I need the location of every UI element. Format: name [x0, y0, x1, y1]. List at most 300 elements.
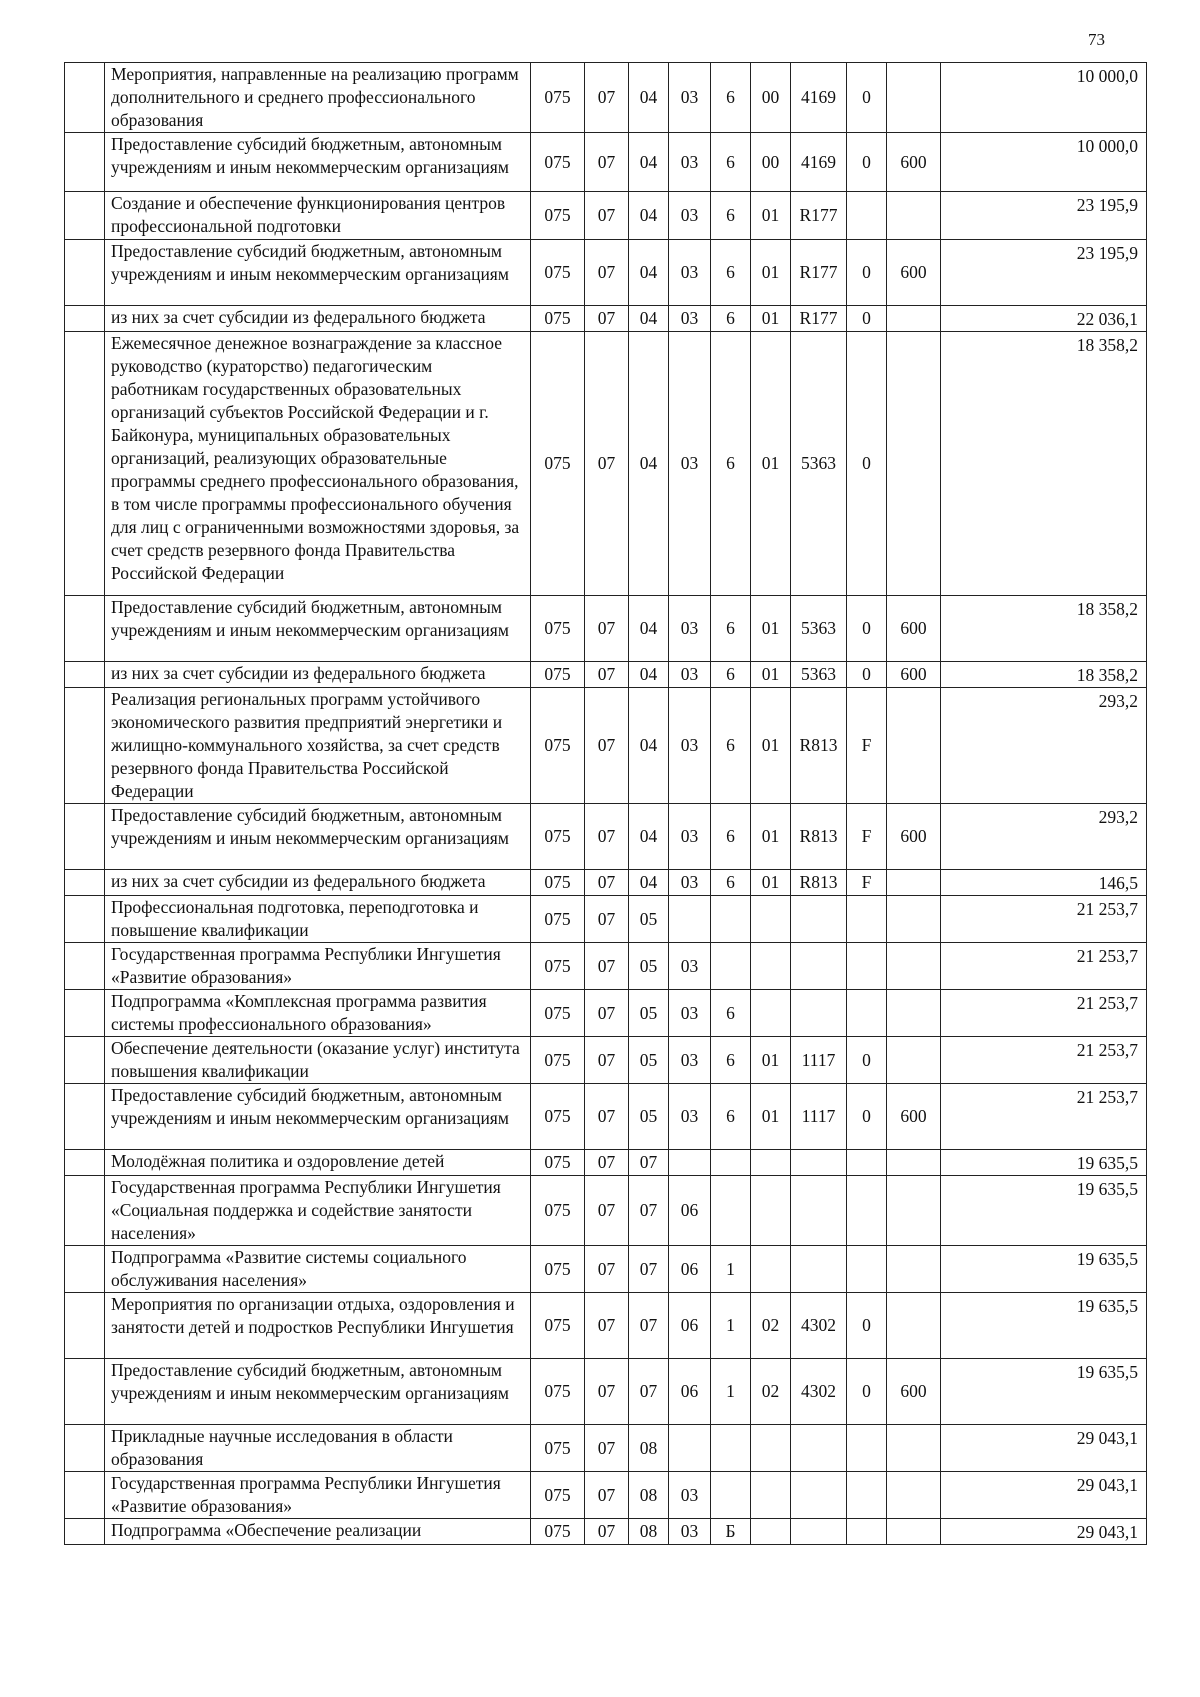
- suffix-code: F: [847, 870, 887, 896]
- subsection-code: 04: [629, 306, 669, 332]
- row-name: Государственная программа Республики Ингушетия «Социальная поддержка и содействие занятости населения»: [105, 1176, 531, 1246]
- admin-code: 075: [531, 1359, 585, 1425]
- suffix-code: F: [847, 688, 887, 804]
- event-code: 01: [751, 332, 791, 596]
- direction-code: R813: [791, 870, 847, 896]
- program-code: [669, 896, 711, 943]
- subsection-code: 05: [629, 1084, 669, 1150]
- row-amount: 23 195,9: [941, 192, 1147, 240]
- admin-code: 075: [531, 896, 585, 943]
- table-row: [65, 133, 1147, 192]
- direction-code: [791, 1519, 847, 1545]
- subsection-code: 04: [629, 192, 669, 240]
- event-code: 01: [751, 240, 791, 306]
- program-code: 03: [669, 192, 711, 240]
- event-code: 01: [751, 1084, 791, 1150]
- suffix-code: [847, 990, 887, 1037]
- suffix-code: 0: [847, 1037, 887, 1084]
- suffix-code: [847, 1176, 887, 1246]
- row-amount: 18 358,2: [941, 596, 1147, 662]
- section-code: 07: [585, 596, 629, 662]
- suffix-code: 0: [847, 662, 887, 688]
- section-code: 07: [585, 1359, 629, 1425]
- budget-table-body: [65, 63, 1147, 1545]
- expense-type-code: [887, 990, 941, 1037]
- row-name: Государственная программа Республики Ингушетия «Развитие образования»: [105, 943, 531, 990]
- table-row: [65, 1425, 1147, 1472]
- event-code: 01: [751, 870, 791, 896]
- expense-type-code: [887, 332, 941, 596]
- event-code: 01: [751, 306, 791, 332]
- subsection-code: 07: [629, 1246, 669, 1293]
- section-code: 07: [585, 1519, 629, 1545]
- suffix-code: [847, 1519, 887, 1545]
- table-row: [65, 1519, 1147, 1545]
- row-name: Мероприятия, направленные на реализацию программ дополнительного и среднего профессионального образования: [105, 63, 531, 133]
- admin-code: 075: [531, 1246, 585, 1293]
- expense-type-code: [887, 306, 941, 332]
- subsection-code: 04: [629, 63, 669, 133]
- program-code: 03: [669, 1472, 711, 1519]
- event-code: 01: [751, 596, 791, 662]
- row-amount: 23 195,9: [941, 240, 1147, 306]
- direction-code: R177: [791, 306, 847, 332]
- table-row: [65, 1150, 1147, 1176]
- expense-type-code: [887, 1246, 941, 1293]
- admin-code: 075: [531, 192, 585, 240]
- program-code: 03: [669, 1519, 711, 1545]
- suffix-code: 0: [847, 596, 887, 662]
- row-number-cell: [65, 133, 105, 192]
- row-amount: 22 036,1: [941, 306, 1147, 332]
- table-row: [65, 596, 1147, 662]
- row-name: из них за счет субсидии из федерального бюджета: [105, 662, 531, 688]
- suffix-code: 0: [847, 306, 887, 332]
- subprogram-code: 6: [711, 688, 751, 804]
- subsection-code: 04: [629, 133, 669, 192]
- row-number-cell: [65, 1359, 105, 1425]
- page-number: 73: [1088, 30, 1105, 49]
- subprogram-code: 6: [711, 804, 751, 870]
- subsection-code: 04: [629, 662, 669, 688]
- row-number-cell: [65, 804, 105, 870]
- event-code: 01: [751, 1037, 791, 1084]
- direction-code: 1117: [791, 1037, 847, 1084]
- direction-code: 5363: [791, 332, 847, 596]
- row-amount: 19 635,5: [941, 1246, 1147, 1293]
- table-row: [65, 332, 1147, 596]
- admin-code: 075: [531, 1472, 585, 1519]
- admin-code: 075: [531, 63, 585, 133]
- expense-type-code: 600: [887, 133, 941, 192]
- subprogram-code: 6: [711, 332, 751, 596]
- section-code: 07: [585, 1084, 629, 1150]
- subprogram-code: 6: [711, 990, 751, 1037]
- admin-code: 075: [531, 332, 585, 596]
- table-row: [65, 63, 1147, 133]
- admin-code: 075: [531, 1084, 585, 1150]
- program-code: 03: [669, 240, 711, 306]
- table-row: [65, 896, 1147, 943]
- subprogram-code: 6: [711, 1084, 751, 1150]
- subsection-code: 07: [629, 1293, 669, 1359]
- subprogram-code: 6: [711, 63, 751, 133]
- direction-code: [791, 1150, 847, 1176]
- subsection-code: 08: [629, 1472, 669, 1519]
- table-row: [65, 240, 1147, 306]
- row-amount: 21 253,7: [941, 1084, 1147, 1150]
- row-amount: 18 358,2: [941, 332, 1147, 596]
- row-name: Мероприятия по организации отдыха, оздоровления и занятости детей и подростков Республики Ингушетия: [105, 1293, 531, 1359]
- row-number-cell: [65, 306, 105, 332]
- row-name: Реализация региональных программ устойчивого экономического развития предприятий энергетики и жилищно-коммунального хозяйства, за счет средств резервного фонда Правительства Российской Федерации: [105, 688, 531, 804]
- program-code: 03: [669, 1084, 711, 1150]
- section-code: 07: [585, 662, 629, 688]
- row-name: Ежемесячное денежное вознаграждение за классное руководство (кураторство) педагогическим работникам государственных образовательных организаций субъектов Российской Федерации и г. Байконура, муниципальных образовательных организаций, реализующих образовательные программы среднего профессионального образования, в том числе программы профессионального обучения для лиц с ограниченными возможностями здоровья, за счет средств резервного фонда Правительства Российской Федерации: [105, 332, 531, 596]
- budget-table: [64, 62, 1147, 1545]
- subprogram-code: 1: [711, 1293, 751, 1359]
- subprogram-code: 6: [711, 192, 751, 240]
- suffix-code: 0: [847, 1084, 887, 1150]
- row-number-cell: [65, 896, 105, 943]
- subprogram-code: [711, 896, 751, 943]
- subprogram-code: [711, 1425, 751, 1472]
- section-code: 07: [585, 332, 629, 596]
- section-code: 07: [585, 1037, 629, 1084]
- section-code: 07: [585, 1472, 629, 1519]
- section-code: 07: [585, 1150, 629, 1176]
- direction-code: R177: [791, 192, 847, 240]
- subsection-code: 05: [629, 990, 669, 1037]
- subsection-code: 08: [629, 1519, 669, 1545]
- section-code: 07: [585, 1293, 629, 1359]
- direction-code: R813: [791, 688, 847, 804]
- row-number-cell: [65, 1246, 105, 1293]
- subprogram-code: 6: [711, 662, 751, 688]
- suffix-code: 0: [847, 332, 887, 596]
- admin-code: 075: [531, 240, 585, 306]
- row-amount: 10 000,0: [941, 63, 1147, 133]
- table-row: [65, 804, 1147, 870]
- section-code: 07: [585, 870, 629, 896]
- row-number-cell: [65, 1519, 105, 1545]
- row-name: из них за счет субсидии из федерального бюджета: [105, 306, 531, 332]
- table-row: [65, 1359, 1147, 1425]
- row-number-cell: [65, 1293, 105, 1359]
- table-row: [65, 192, 1147, 240]
- program-code: [669, 1150, 711, 1176]
- row-number-cell: [65, 870, 105, 896]
- subsection-code: 08: [629, 1425, 669, 1472]
- subprogram-code: 6: [711, 870, 751, 896]
- section-code: 07: [585, 896, 629, 943]
- admin-code: 075: [531, 1176, 585, 1246]
- row-number-cell: [65, 1472, 105, 1519]
- suffix-code: [847, 1425, 887, 1472]
- admin-code: 075: [531, 1037, 585, 1084]
- table-row: [65, 306, 1147, 332]
- subsection-code: 05: [629, 943, 669, 990]
- subsection-code: 04: [629, 870, 669, 896]
- event-code: [751, 1150, 791, 1176]
- row-amount: 293,2: [941, 804, 1147, 870]
- row-name: Подпрограмма «Обеспечение реализации: [105, 1519, 531, 1545]
- row-amount: 29 043,1: [941, 1472, 1147, 1519]
- program-code: 03: [669, 1037, 711, 1084]
- expense-type-code: [887, 870, 941, 896]
- table-row: [65, 943, 1147, 990]
- row-amount: 21 253,7: [941, 896, 1147, 943]
- event-code: 00: [751, 63, 791, 133]
- event-code: 01: [751, 688, 791, 804]
- row-number-cell: [65, 332, 105, 596]
- suffix-code: [847, 192, 887, 240]
- row-amount: 293,2: [941, 688, 1147, 804]
- expense-type-code: 600: [887, 1084, 941, 1150]
- row-name: Создание и обеспечение функционирования центров профессиональной подготовки: [105, 192, 531, 240]
- row-name: из них за счет субсидии из федерального бюджета: [105, 870, 531, 896]
- direction-code: 4169: [791, 63, 847, 133]
- row-amount: 21 253,7: [941, 943, 1147, 990]
- suffix-code: 0: [847, 1359, 887, 1425]
- subprogram-code: [711, 1150, 751, 1176]
- direction-code: [791, 1176, 847, 1246]
- program-code: 03: [669, 804, 711, 870]
- suffix-code: [847, 1472, 887, 1519]
- row-name: Подпрограмма «Комплексная программа развития системы профессионального образования»: [105, 990, 531, 1037]
- event-code: 02: [751, 1293, 791, 1359]
- program-code: 03: [669, 63, 711, 133]
- subsection-code: 04: [629, 688, 669, 804]
- table-row: [65, 1246, 1147, 1293]
- row-amount: 19 635,5: [941, 1176, 1147, 1246]
- expense-type-code: 600: [887, 662, 941, 688]
- expense-type-code: [887, 1293, 941, 1359]
- row-name: Предоставление субсидий бюджетным, автономным учреждениям и иным некоммерческим организациям: [105, 804, 531, 870]
- admin-code: 075: [531, 1519, 585, 1545]
- row-amount: 29 043,1: [941, 1425, 1147, 1472]
- expense-type-code: [887, 1519, 941, 1545]
- subprogram-code: 1: [711, 1246, 751, 1293]
- expense-type-code: [887, 1425, 941, 1472]
- row-number-cell: [65, 1037, 105, 1084]
- suffix-code: [847, 943, 887, 990]
- direction-code: [791, 990, 847, 1037]
- row-name: Государственная программа Республики Ингушетия «Развитие образования»: [105, 1472, 531, 1519]
- expense-type-code: 600: [887, 1359, 941, 1425]
- admin-code: 075: [531, 596, 585, 662]
- table-row: [65, 1472, 1147, 1519]
- table-row: [65, 990, 1147, 1037]
- row-name: Молодёжная политика и оздоровление детей: [105, 1150, 531, 1176]
- admin-code: 075: [531, 870, 585, 896]
- expense-type-code: [887, 192, 941, 240]
- direction-code: 1117: [791, 1084, 847, 1150]
- subsection-code: 07: [629, 1150, 669, 1176]
- subsection-code: 07: [629, 1359, 669, 1425]
- direction-code: R177: [791, 240, 847, 306]
- subsection-code: 04: [629, 596, 669, 662]
- suffix-code: 0: [847, 63, 887, 133]
- row-number-cell: [65, 1425, 105, 1472]
- suffix-code: 0: [847, 1293, 887, 1359]
- admin-code: 075: [531, 990, 585, 1037]
- subsection-code: 07: [629, 1176, 669, 1246]
- row-name: Обеспечение деятельности (оказание услуг) института повышения квалификации: [105, 1037, 531, 1084]
- event-code: [751, 990, 791, 1037]
- expense-type-code: [887, 896, 941, 943]
- section-code: 07: [585, 804, 629, 870]
- section-code: 07: [585, 192, 629, 240]
- row-number-cell: [65, 943, 105, 990]
- section-code: 07: [585, 1176, 629, 1246]
- event-code: [751, 1425, 791, 1472]
- program-code: 06: [669, 1246, 711, 1293]
- direction-code: [791, 1472, 847, 1519]
- event-code: [751, 1519, 791, 1545]
- expense-type-code: [887, 63, 941, 133]
- suffix-code: 0: [847, 240, 887, 306]
- row-number-cell: [65, 63, 105, 133]
- program-code: 03: [669, 596, 711, 662]
- admin-code: 075: [531, 1150, 585, 1176]
- row-number-cell: [65, 662, 105, 688]
- expense-type-code: [887, 1472, 941, 1519]
- section-code: 07: [585, 688, 629, 804]
- event-code: [751, 1246, 791, 1293]
- row-amount: 10 000,0: [941, 133, 1147, 192]
- table-row: [65, 662, 1147, 688]
- row-number-cell: [65, 1150, 105, 1176]
- subprogram-code: 6: [711, 306, 751, 332]
- row-amount: 19 635,5: [941, 1150, 1147, 1176]
- suffix-code: F: [847, 804, 887, 870]
- subsection-code: 04: [629, 240, 669, 306]
- direction-code: [791, 896, 847, 943]
- table-row: [65, 1293, 1147, 1359]
- expense-type-code: 600: [887, 596, 941, 662]
- program-code: 03: [669, 133, 711, 192]
- section-code: 07: [585, 306, 629, 332]
- row-name: Подпрограмма «Развитие системы социального обслуживания населения»: [105, 1246, 531, 1293]
- expense-type-code: 600: [887, 240, 941, 306]
- event-code: [751, 1472, 791, 1519]
- suffix-code: [847, 896, 887, 943]
- section-code: 07: [585, 1246, 629, 1293]
- row-number-cell: [65, 990, 105, 1037]
- row-name: Предоставление субсидий бюджетным, автономным учреждениям и иным некоммерческим организациям: [105, 596, 531, 662]
- section-code: 07: [585, 990, 629, 1037]
- admin-code: 075: [531, 662, 585, 688]
- program-code: 03: [669, 332, 711, 596]
- section-code: 07: [585, 63, 629, 133]
- table-row: [65, 870, 1147, 896]
- event-code: 01: [751, 662, 791, 688]
- subprogram-code: 1: [711, 1359, 751, 1425]
- direction-code: 4302: [791, 1293, 847, 1359]
- section-code: 07: [585, 1425, 629, 1472]
- suffix-code: [847, 1246, 887, 1293]
- row-amount: 21 253,7: [941, 1037, 1147, 1084]
- row-number-cell: [65, 688, 105, 804]
- subprogram-code: 6: [711, 240, 751, 306]
- row-amount: 18 358,2: [941, 662, 1147, 688]
- event-code: [751, 1176, 791, 1246]
- program-code: 03: [669, 688, 711, 804]
- subsection-code: 05: [629, 896, 669, 943]
- admin-code: 075: [531, 688, 585, 804]
- row-amount: 19 635,5: [941, 1293, 1147, 1359]
- program-code: 03: [669, 662, 711, 688]
- program-code: 06: [669, 1359, 711, 1425]
- program-code: 03: [669, 306, 711, 332]
- section-code: 07: [585, 133, 629, 192]
- expense-type-code: [887, 1150, 941, 1176]
- program-code: 06: [669, 1293, 711, 1359]
- event-code: [751, 896, 791, 943]
- direction-code: [791, 1246, 847, 1293]
- subprogram-code: 6: [711, 1037, 751, 1084]
- program-code: [669, 1425, 711, 1472]
- program-code: 06: [669, 1176, 711, 1246]
- row-number-cell: [65, 596, 105, 662]
- subprogram-code: 6: [711, 133, 751, 192]
- row-amount: 146,5: [941, 870, 1147, 896]
- row-name: Предоставление субсидий бюджетным, автономным учреждениям и иным некоммерческим организациям: [105, 1359, 531, 1425]
- row-number-cell: [65, 1084, 105, 1150]
- event-code: 00: [751, 133, 791, 192]
- subprogram-code: [711, 1176, 751, 1246]
- table-row: [65, 688, 1147, 804]
- table-row: [65, 1084, 1147, 1150]
- subsection-code: 04: [629, 332, 669, 596]
- expense-type-code: [887, 943, 941, 990]
- row-number-cell: [65, 192, 105, 240]
- direction-code: R813: [791, 804, 847, 870]
- direction-code: [791, 1425, 847, 1472]
- suffix-code: 0: [847, 133, 887, 192]
- direction-code: 4169: [791, 133, 847, 192]
- row-amount: 29 043,1: [941, 1519, 1147, 1545]
- admin-code: 075: [531, 306, 585, 332]
- row-name: Профессиональная подготовка, переподготовка и повышение квалификации: [105, 896, 531, 943]
- direction-code: 4302: [791, 1359, 847, 1425]
- row-amount: 21 253,7: [941, 990, 1147, 1037]
- subprogram-code: [711, 943, 751, 990]
- subprogram-code: Б: [711, 1519, 751, 1545]
- suffix-code: [847, 1150, 887, 1176]
- expense-type-code: 600: [887, 804, 941, 870]
- subprogram-code: 6: [711, 596, 751, 662]
- direction-code: [791, 943, 847, 990]
- admin-code: 075: [531, 804, 585, 870]
- table-row: [65, 1037, 1147, 1084]
- program-code: 03: [669, 870, 711, 896]
- expense-type-code: [887, 1176, 941, 1246]
- row-amount: 19 635,5: [941, 1359, 1147, 1425]
- table-row: [65, 1176, 1147, 1246]
- event-code: [751, 943, 791, 990]
- program-code: 03: [669, 990, 711, 1037]
- row-name: Предоставление субсидий бюджетным, автономным учреждениям и иным некоммерческим организациям: [105, 240, 531, 306]
- row-name: Предоставление субсидий бюджетным, автономным учреждениям и иным некоммерческим организациям: [105, 1084, 531, 1150]
- row-number-cell: [65, 240, 105, 306]
- event-code: 02: [751, 1359, 791, 1425]
- admin-code: 075: [531, 1293, 585, 1359]
- expense-type-code: [887, 688, 941, 804]
- subprogram-code: [711, 1472, 751, 1519]
- subsection-code: 04: [629, 804, 669, 870]
